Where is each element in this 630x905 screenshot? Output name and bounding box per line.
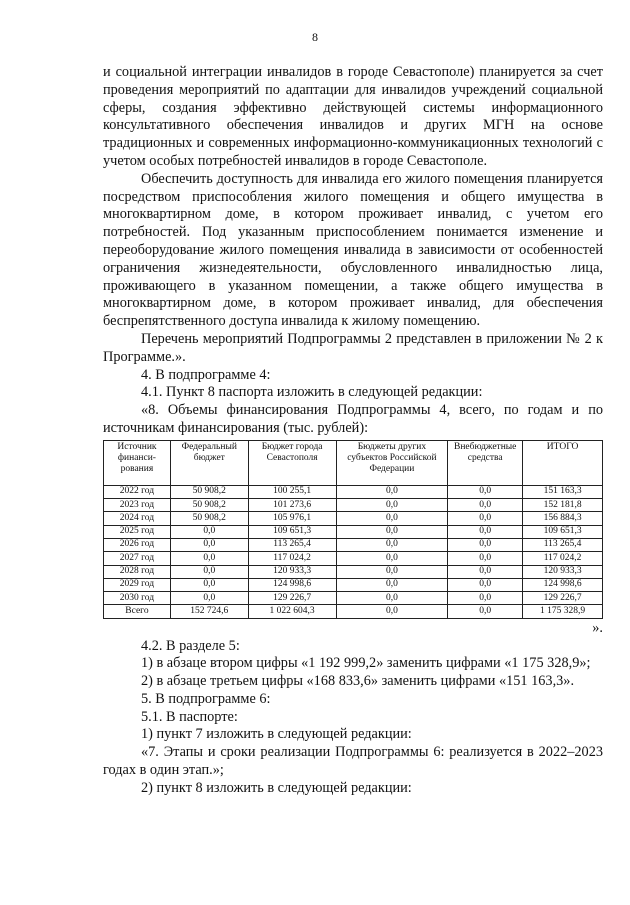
table-cell: 0,0: [336, 592, 448, 605]
table-row: [104, 525, 603, 538]
paragraph: Перечень мероприятий Подпрограммы 2 представлен в приложении № 2 к Программе.».: [103, 330, 603, 365]
table-row: [104, 592, 603, 605]
table-cell: 0,0: [448, 605, 523, 618]
table-cell: 152 181,8: [523, 499, 603, 512]
table-cell: 129 226,7: [523, 592, 603, 605]
table-cell: 0,0: [336, 525, 448, 538]
row-label-cell: Всего: [104, 605, 171, 618]
row-label-cell: 2023 год: [104, 499, 171, 512]
table-cell: 0,0: [336, 552, 448, 565]
table-cell: 0,0: [336, 499, 448, 512]
table-cell: 0,0: [336, 578, 448, 591]
table-cell: 0,0: [448, 552, 523, 565]
table-body: [104, 485, 603, 618]
row-label-cell: 2027 год: [104, 552, 171, 565]
table-row: [104, 578, 603, 591]
table-cell: 120 933,3: [523, 565, 603, 578]
page-number: 8: [312, 30, 318, 44]
column-header: Источник финанси-рования: [104, 440, 171, 485]
table-cell: 124 998,6: [248, 578, 336, 591]
table-row: [104, 485, 603, 498]
table-cell: 0,0: [448, 525, 523, 538]
table-cell: 0,0: [170, 525, 248, 538]
table-cell: 0,0: [336, 538, 448, 551]
paragraph: 5.1. В паспорте:: [141, 708, 238, 725]
column-header: Бюджет города Севастополя: [248, 440, 336, 485]
table-cell: 0,0: [448, 565, 523, 578]
table-closing-quote: ».: [592, 619, 603, 636]
table-row: [104, 565, 603, 578]
document-body: [103, 64, 603, 798]
table-cell: 117 024,2: [248, 552, 336, 565]
table-cell: 50 908,2: [170, 485, 248, 498]
table-cell: 117 024,2: [523, 552, 603, 565]
row-label-cell: 2024 год: [104, 512, 171, 525]
paragraph: 1) в абзаце втором цифры «1 192 999,2» заменить цифрами «1 175 328,9»;: [141, 655, 591, 672]
table-cell: 151 163,3: [523, 485, 603, 498]
table-cell: 0,0: [448, 538, 523, 551]
table-cell: 0,0: [336, 512, 448, 525]
paragraph: 4.2. В разделе 5:: [141, 637, 240, 654]
row-label-cell: 2029 год: [104, 578, 171, 591]
column-header: Федеральный бюджет: [170, 440, 248, 485]
table-cell: 1 022 604,3: [248, 605, 336, 618]
column-header: Внебюджетные средства: [448, 440, 523, 485]
table-cell: 0,0: [170, 592, 248, 605]
table-cell: 0,0: [448, 485, 523, 498]
paragraph: 2) пункт 8 изложить в следующей редакции:: [141, 779, 412, 796]
table-cell: 0,0: [170, 565, 248, 578]
paragraph: 4. В подпрограмме 4:: [141, 366, 271, 383]
table-cell: 0,0: [170, 538, 248, 551]
paragraph: «8. Объемы финансирования Подпрограммы 4, всего, по годам и по источникам финансирования (тыс. рублей):: [103, 402, 603, 436]
table-header-row: [104, 440, 603, 485]
paragraph: Обеспечить доступность для инвалида его жилого помещения планируется посредством приспособления жилого помещения и общего имущества в многоквартирном доме, в котором проживает инвалид, с учетом его потребностей. Под указанным приспособлением понимается изменение и переоборудование жилого помещения инвалида в зависимости от особенностей ограничения жизнедеятельности, обусловленного инвалидностью лица, проживающего в указанном помещении, а также общего имущества в многоквартирном доме, в котором проживает инвалид, для обеспечения беспрепятственного доступа инвалида к жилому помещению.: [103, 170, 603, 330]
table-cell: 1 175 328,9: [523, 605, 603, 618]
row-label-cell: 2025 год: [104, 525, 171, 538]
table-cell: 0,0: [170, 552, 248, 565]
table-cell: 109 651,3: [248, 525, 336, 538]
table-row: [104, 538, 603, 551]
paragraph: 2) в абзаце третьем цифры «168 833,6» заменить цифрами «151 163,3».: [141, 673, 575, 690]
table-cell: 0,0: [170, 578, 248, 591]
table-cell: 0,0: [336, 565, 448, 578]
row-label-cell: 2026 год: [104, 538, 171, 551]
table-cell: 109 651,3: [523, 525, 603, 538]
row-label-cell: 2022 год: [104, 485, 171, 498]
table-cell: 113 265,4: [523, 538, 603, 551]
table-cell: 0,0: [448, 499, 523, 512]
row-label-cell: 2028 год: [104, 565, 171, 578]
paragraph: 4.1. Пункт 8 паспорта изложить в следующей редакции:: [141, 384, 483, 401]
table-cell: 156 884,3: [523, 512, 603, 525]
paragraph: и социальной интеграции инвалидов в городе Севастополе) планируется за счет проведения мероприятий по адаптации для инвалидов учреждений социальной сферы, создания эффективно действующей системы информационного консультативного обеспечения инвалидов и других МГН на основе традиционных и современных информационно-коммуникационных технологий с учетом особых потребностей инвалидов в городе Севастополе.: [103, 64, 603, 169]
table-cell: 100 255,1: [248, 485, 336, 498]
table-cell: 50 908,2: [170, 499, 248, 512]
column-header: ИТОГО: [523, 440, 603, 485]
table-row: [104, 512, 603, 525]
paragraph: 5. В подпрограмме 6:: [141, 690, 271, 707]
paragraph: «7. Этапы и сроки реализации Подпрограммы 6: реализуется в 2022–2023 годах в один этап.»;: [103, 744, 603, 779]
column-header: Бюджеты других субъектов Российской Федерации: [336, 440, 448, 485]
table-cell: 0,0: [336, 485, 448, 498]
table-cell: 120 933,3: [248, 565, 336, 578]
paragraph: 1) пункт 7 изложить в следующей редакции:: [141, 726, 412, 743]
table-cell: 152 724,6: [170, 605, 248, 618]
table-row: [104, 552, 603, 565]
table-cell: 50 908,2: [170, 512, 248, 525]
table-cell: 105 976,1: [248, 512, 336, 525]
table-cell: 113 265,4: [248, 538, 336, 551]
table-cell: 129 226,7: [248, 592, 336, 605]
table-cell: 0,0: [448, 512, 523, 525]
financing-table: [103, 440, 603, 619]
table-cell: 101 273,6: [248, 499, 336, 512]
table-row: [104, 605, 603, 618]
table-cell: 124 998,6: [523, 578, 603, 591]
table-cell: 0,0: [448, 592, 523, 605]
table-row: [104, 499, 603, 512]
table-cell: 0,0: [448, 578, 523, 591]
table-cell: 0,0: [336, 605, 448, 618]
row-label-cell: 2030 год: [104, 592, 171, 605]
